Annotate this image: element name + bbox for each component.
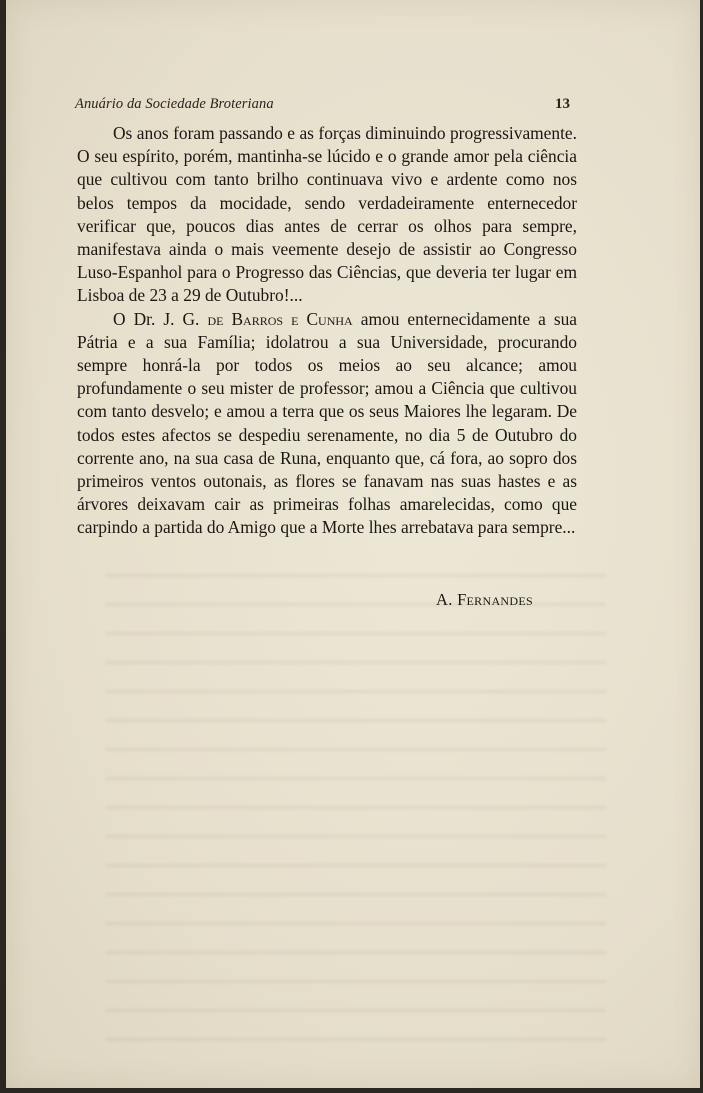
person-name: de Barros e Cunha bbox=[207, 308, 353, 329]
body-text bbox=[77, 122, 577, 540]
author-signature: A. Fernandes bbox=[436, 590, 533, 609]
paragraph-2 bbox=[77, 308, 577, 540]
paragraph-2-text: amou enternecidamente a sua Pátria e a sua Família; idolatrou a sua Universidade, procurando sempre honrá-la por todos os meios ao seu alcance; amou profundamente o seu mister de professor; amou a Ciência que cultivou com tanto desvelo; e amou a terra que os seus Maiores lhe legaram. De todos estes afectos se despediu serenamente, no dia 5 de Outubro do corrente ano, na sua casa de Runa, enquanto que, cá fora, ao sopro dos primeiros ventos outonais, as flores se fanavam nas suas hastes e as árvores deixavam cair as primeiras folhas amarelecidas, como que carpindo a partida do Amigo que a Morte lhes arrebatava para sempre... bbox=[77, 308, 578, 538]
running-header bbox=[75, 96, 570, 118]
journal-title: Anuário da Sociedade Broteriana bbox=[75, 96, 274, 112]
page-number: 13 bbox=[555, 96, 570, 112]
paragraph-1-text: Os anos foram passando e as forças diminuindo progressivamente. O seu espírito, porém, mantinha-se lúcido e o grande amor pela ciência que cultivou com tanto brilho continuava vivo e ardente como nos belos tempos da mocidade, sendo verdadeiramente enternecedor verificar que, poucos dias antes de cerrar os olhos para sempre, manifestava ainda o mais veemente desejo de assistir ao Congresso Luso-Espanhol para o Progresso das Ciências, que deveria ter lugar em Lisboa de 23 a 29 de Outubro!... bbox=[77, 123, 577, 306]
document-page bbox=[6, 0, 700, 1088]
paragraph-1 bbox=[77, 122, 577, 308]
paragraph-2-lead: O Dr. J. G. bbox=[113, 308, 208, 329]
reverse-page-show-through bbox=[106, 560, 606, 1060]
